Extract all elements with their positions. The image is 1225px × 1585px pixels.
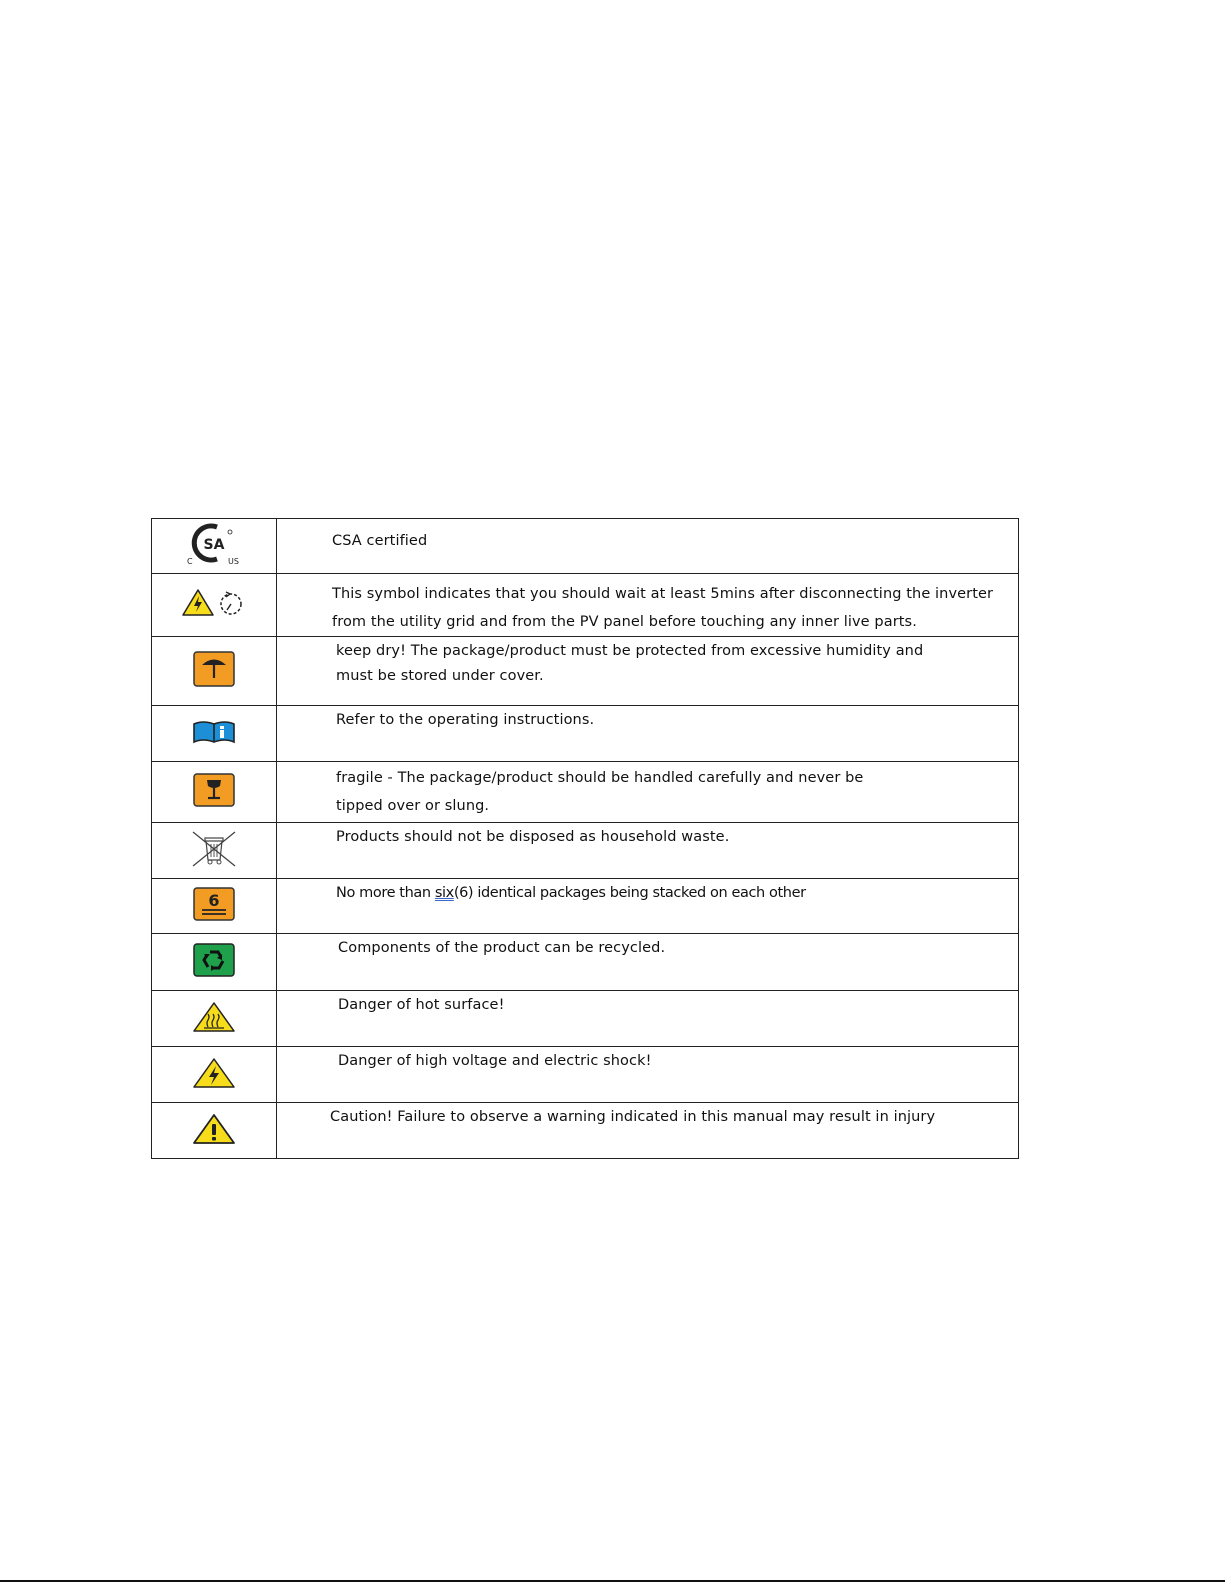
table-row — [152, 991, 1019, 1047]
operating-instructions-icon — [192, 720, 236, 744]
icon-cell — [152, 879, 277, 934]
description-cell — [277, 637, 1019, 706]
row-description: Danger of hot surface! — [338, 997, 505, 1013]
icon-cell — [152, 574, 277, 637]
icon-cell — [152, 1103, 277, 1159]
icon-cell — [152, 1047, 277, 1103]
description-cell — [277, 574, 1019, 637]
row-description-line-1: fragile - The package/product should be handled carefully and never be — [336, 770, 864, 786]
fragile-icon — [193, 773, 235, 807]
description-cell — [277, 1103, 1019, 1159]
caution-icon — [192, 1113, 236, 1145]
description-cell — [277, 762, 1019, 823]
table-row — [152, 706, 1019, 762]
icon-cell — [152, 519, 277, 574]
stack-limit-6-icon — [193, 887, 235, 921]
description-cell — [277, 706, 1019, 762]
hot-surface-icon — [192, 1001, 236, 1033]
description-cell — [277, 823, 1019, 879]
csa-mark-icon — [183, 522, 245, 566]
description-before: No more than — [336, 885, 435, 901]
icon-cell — [152, 762, 277, 823]
icon-cell — [152, 823, 277, 879]
keep-dry-icon — [193, 651, 235, 687]
row-description: Components of the product can be recycled. — [338, 940, 666, 956]
table-row — [152, 574, 1019, 637]
table-row — [152, 1103, 1019, 1159]
icon-cell — [152, 637, 277, 706]
stack-limit-number: 6 — [208, 891, 220, 910]
csa-mark-text: SA — [203, 537, 225, 553]
description-cell — [277, 991, 1019, 1047]
weee-bin-icon — [191, 830, 237, 868]
table-row — [152, 762, 1019, 823]
wait-5min-discharge-icon — [182, 588, 246, 618]
row-description: CSA certified — [332, 533, 428, 549]
row-description-line-2: from the utility grid and from the PV panel before touching any inner live parts. — [332, 614, 917, 630]
row-description-line-1: keep dry! The package/product must be protected from excessive humidity and — [336, 643, 924, 659]
row-description-line-2: tipped over or slung. — [336, 798, 490, 814]
description-six-word: six — [434, 885, 454, 901]
row-description-line-1: This symbol indicates that you should wait at least 5mins after disconnecting the inverter — [332, 586, 994, 602]
table-row — [152, 879, 1019, 934]
row-description-line-2: must be stored under cover. — [336, 668, 544, 684]
table-row — [152, 823, 1019, 879]
high-voltage-icon — [192, 1057, 236, 1089]
table-row — [152, 519, 1019, 574]
table-row — [152, 934, 1019, 991]
description-cell — [277, 519, 1019, 574]
description-cell — [277, 1047, 1019, 1103]
description-cell — [277, 879, 1019, 934]
description-cell — [277, 934, 1019, 991]
csa-c-text: C — [187, 557, 193, 566]
table-row — [152, 637, 1019, 706]
row-description: Refer to the operating instructions. — [336, 712, 595, 728]
icon-cell — [152, 706, 277, 762]
recycle-icon — [193, 943, 235, 977]
row-description — [332, 879, 1008, 906]
row-description: Products should not be disposed as household waste. — [336, 829, 730, 845]
page-bottom-rule — [0, 1580, 1225, 1582]
row-description: Danger of high voltage and electric shock! — [338, 1053, 652, 1069]
description-after: (6) identical packages being stacked on each other — [453, 885, 806, 901]
icon-cell — [152, 991, 277, 1047]
csa-us-text: US — [228, 557, 239, 566]
symbols-table — [151, 518, 1019, 1159]
icon-cell — [152, 934, 277, 991]
table-row — [152, 1047, 1019, 1103]
row-description: Caution! Failure to observe a warning indicated in this manual may result in injury — [330, 1109, 936, 1125]
